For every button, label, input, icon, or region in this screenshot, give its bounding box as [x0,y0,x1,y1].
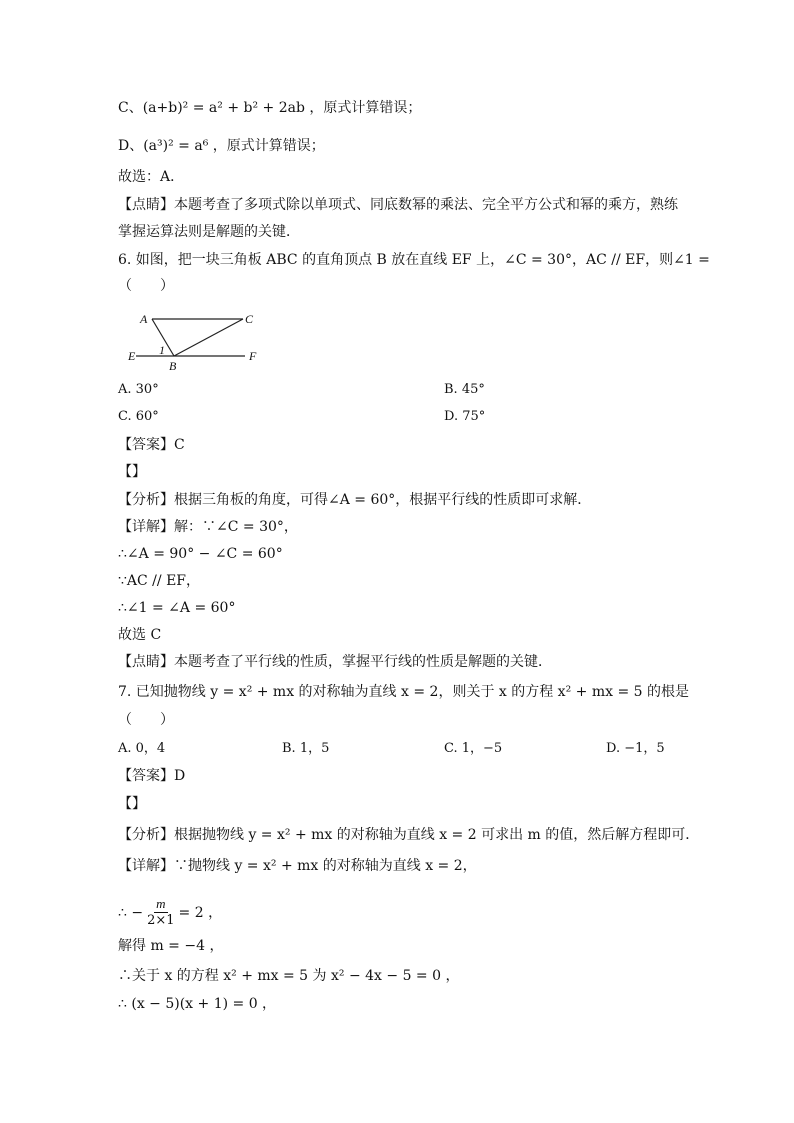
q7-option-b: B. 1，5 [282,741,330,756]
question-6-stem: 6. 如图，把一块三角板 ABC 的直角顶点 B 放在直线 EF 上，∠C = 30°，AC // EF，则∠1 = [118,252,710,268]
q7-analysis: 【分析】根据抛物线 y = x² + mx 的对称轴为直线 x = 2 可求出 m 的值，然后解方程即可． [118,827,700,843]
comment-5-line1: 【点睛】本题考查了多项式除以单项式、同底数幂的乘法、完全平方公式和幂的乘方，熟练 [118,197,678,213]
q6-choice: 故选 C [118,627,162,643]
label-b: B [169,359,177,373]
question-7-paren: （ ） [118,712,174,728]
q6-bracket: 【】 [118,464,146,480]
q6-comment: 【点睛】本题考查了平行线的性质，掌握平行线的性质是解题的关键． [118,654,552,670]
q7-option-d: D. −1，5 [606,741,665,756]
q6-option-c: C. 60° [118,409,159,424]
q7-step-1: 解得 m = −4 ， [118,938,224,954]
q7-fraction-line [118,896,222,929]
label-a: A [140,312,148,326]
q6-step-2: ∵AC // EF， [118,573,200,589]
option-c-explanation: C、(a+b)² = a² + b² + 2ab ，原式计算错误； [118,100,422,116]
question-7-stem: 7. 已知抛物线 y = x² + mx 的对称轴为直线 x = 2，则关于 x 的方程 x² + mx = 5 的根是 [118,684,689,700]
question-6-paren: （ ） [118,278,174,294]
fraction-denominator: 2×1 [147,913,175,928]
triangle-figure [118,306,278,376]
q6-step-3: ∴∠1 = ∠A = 60° [118,600,236,616]
answer-choice-5: 故选：A． [118,169,185,185]
segment-bc [174,319,243,356]
q7-bracket: 【】 [118,796,146,812]
fraction [147,896,174,929]
q6-option-b: B. 45° [444,382,485,397]
label-f: F [249,349,257,363]
q7-step-3: ∴ (x − 5)(x + 1) = 0 ， [118,996,277,1012]
q6-option-d: D. 75° [444,409,486,424]
fraction-prefix: ∴ − [118,904,144,921]
q7-option-a: A. 0，4 [118,741,166,756]
q7-option-c: C. 1，−5 [444,741,503,756]
q7-step-2: ∴关于 x 的方程 x² + mx = 5 为 x² − 4x − 5 = 0 ， [118,968,460,984]
label-c: C [245,312,254,326]
option-d-explanation: D、(a³)² = a⁶ ，原式计算错误； [118,138,325,154]
fraction-numerator: m [156,896,166,911]
comment-5-line2: 掌握运算法则是解题的关键． [118,224,300,240]
label-angle-1: 1 [159,343,165,357]
label-e: E [128,349,136,363]
q6-solution-intro: 【详解】解：∵∠C = 30°， [118,519,298,535]
q6-answer: 【答案】C [118,437,185,453]
q6-step-1: ∴∠A = 90° − ∠C = 60° [118,546,283,562]
q6-option-a: A. 30° [118,382,159,397]
q7-answer: 【答案】D [118,768,186,784]
fraction-suffix: = 2 ， [178,904,223,921]
q7-solution-intro: 【详解】∵抛物线 y = x² + mx 的对称轴为直线 x = 2， [118,858,477,874]
q6-analysis: 【分析】根据三角板的角度，可得∠A = 60°，根据平行线的性质即可求解． [118,492,592,508]
